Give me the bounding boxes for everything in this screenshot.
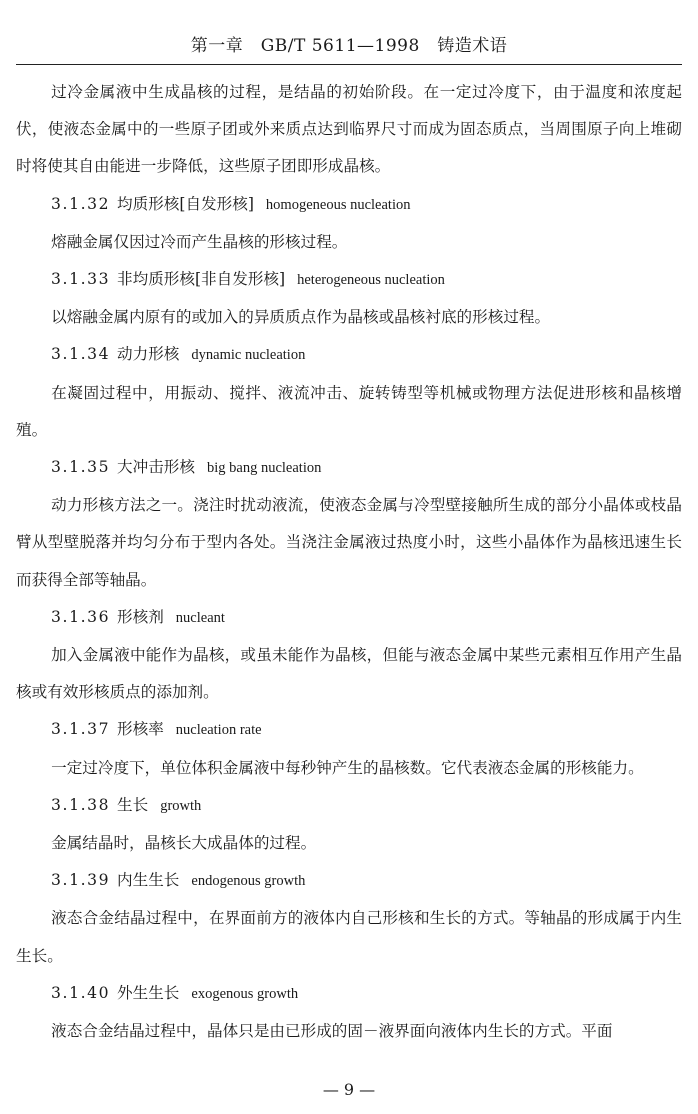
term-3-1-33 — [16, 261, 682, 299]
term-number: 3.1.34 — [51, 345, 111, 364]
term-number: 3.1.35 — [51, 458, 111, 477]
definition-3-1-36-text: 加入金属液中能作为晶核，或虽未能作为晶核，但能与液态金属中某些元素相互作用产生晶核或有效形核质点的添加剂。 — [16, 646, 682, 702]
definition-3-1-39-text: 液态合金结晶过程中，在界面前方的液体内自己形核和生长的方式。等轴晶的形成属于内生生长。 — [16, 909, 682, 965]
term-english: heterogeneous nucleation — [297, 272, 445, 289]
term-chinese: 非均质形核[非自发形核] — [117, 270, 286, 289]
term-chinese: 动力形核 — [117, 345, 180, 364]
header-rule — [16, 64, 682, 65]
term-number: 3.1.37 — [51, 720, 111, 739]
term-number: 3.1.32 — [51, 194, 111, 213]
definition-3-1-40-text: 液态合金结晶过程中，晶体只是由已形成的固－液界面向液体内生长的方式。平面 — [51, 1022, 613, 1041]
term-3-1-37 — [16, 711, 682, 749]
running-header: 第一章 GB/T 5611—1998 铸造术语 — [190, 36, 508, 56]
term-english: exogenous growth — [191, 985, 299, 1002]
term-number: 3.1.39 — [51, 871, 111, 890]
definition-3-1-37-text: 一定过冷度下，单位体积金属液中每秒钟产生的晶核数。它代表液态金属的形核能力。 — [51, 758, 644, 777]
term-number: 3.1.40 — [51, 983, 111, 1002]
definition-3-1-31-text: 过冷金属液中生成晶核的过程，是结晶的初始阶段。在一定过冷度下，由于温度和浓度起伏，使液态金属中的一些原子团或外来质点达到临界尺寸而成为固态质点，当周围原子向上堆砌时将使其自由能进一步降低，这些原子团即形成晶核。 — [16, 83, 682, 176]
page-body — [16, 74, 682, 1050]
term-chinese: 形核剂 — [117, 607, 164, 626]
page-number: — 9 — — [322, 1080, 376, 1099]
term-english: nucleant — [175, 609, 225, 626]
definition-3-1-38-text: 金属结晶时，晶核长大成晶体的过程。 — [51, 834, 317, 853]
definition-3-1-35-text: 动力形核方法之一。浇注时扰动液流，使液态金属与冷型壁接触所生成的部分小晶体或枝晶臂从型壁脱落并均匀分布于型内各处。当浇注金属液过热度小时，这些小晶体作为晶核迅速生长而获得全部等轴晶。 — [16, 496, 682, 589]
term-3-1-40 — [16, 975, 682, 1013]
term-english: endogenous growth — [191, 873, 306, 890]
definition-3-1-34-text: 在凝固过程中，用振动、搅拌、液流冲击、旋转铸型等机械或物理方法促进形核和晶核增殖。 — [16, 383, 682, 439]
term-3-1-35 — [16, 449, 682, 487]
term-english: dynamic nucleation — [191, 347, 306, 364]
term-chinese: 内生生长 — [117, 871, 180, 890]
term-number: 3.1.36 — [51, 607, 111, 626]
term-chinese: 外生生长 — [117, 983, 180, 1002]
term-number: 3.1.33 — [51, 270, 111, 289]
definition-3-1-32-text: 熔融金属仅因过冷而产生晶核的形核过程。 — [51, 232, 348, 251]
term-english: growth — [160, 797, 202, 814]
term-english: homogeneous nucleation — [265, 196, 411, 213]
term-number: 3.1.38 — [51, 795, 111, 814]
term-chinese: 形核率 — [117, 720, 164, 739]
term-3-1-36 — [16, 599, 682, 637]
term-3-1-38 — [16, 787, 682, 825]
term-chinese: 均质形核[自发形核] — [117, 194, 254, 213]
term-3-1-39 — [16, 862, 682, 900]
term-3-1-34 — [16, 336, 682, 374]
term-3-1-32 — [16, 186, 682, 224]
term-english: big bang nucleation — [206, 460, 322, 477]
term-chinese: 大冲击形核 — [117, 458, 195, 477]
term-chinese: 生长 — [117, 795, 149, 814]
definition-3-1-33-text: 以熔融金属内原有的或加入的异质质点作为晶核或晶核衬底的形核过程。 — [51, 308, 551, 327]
term-english: nucleation rate — [175, 722, 262, 739]
